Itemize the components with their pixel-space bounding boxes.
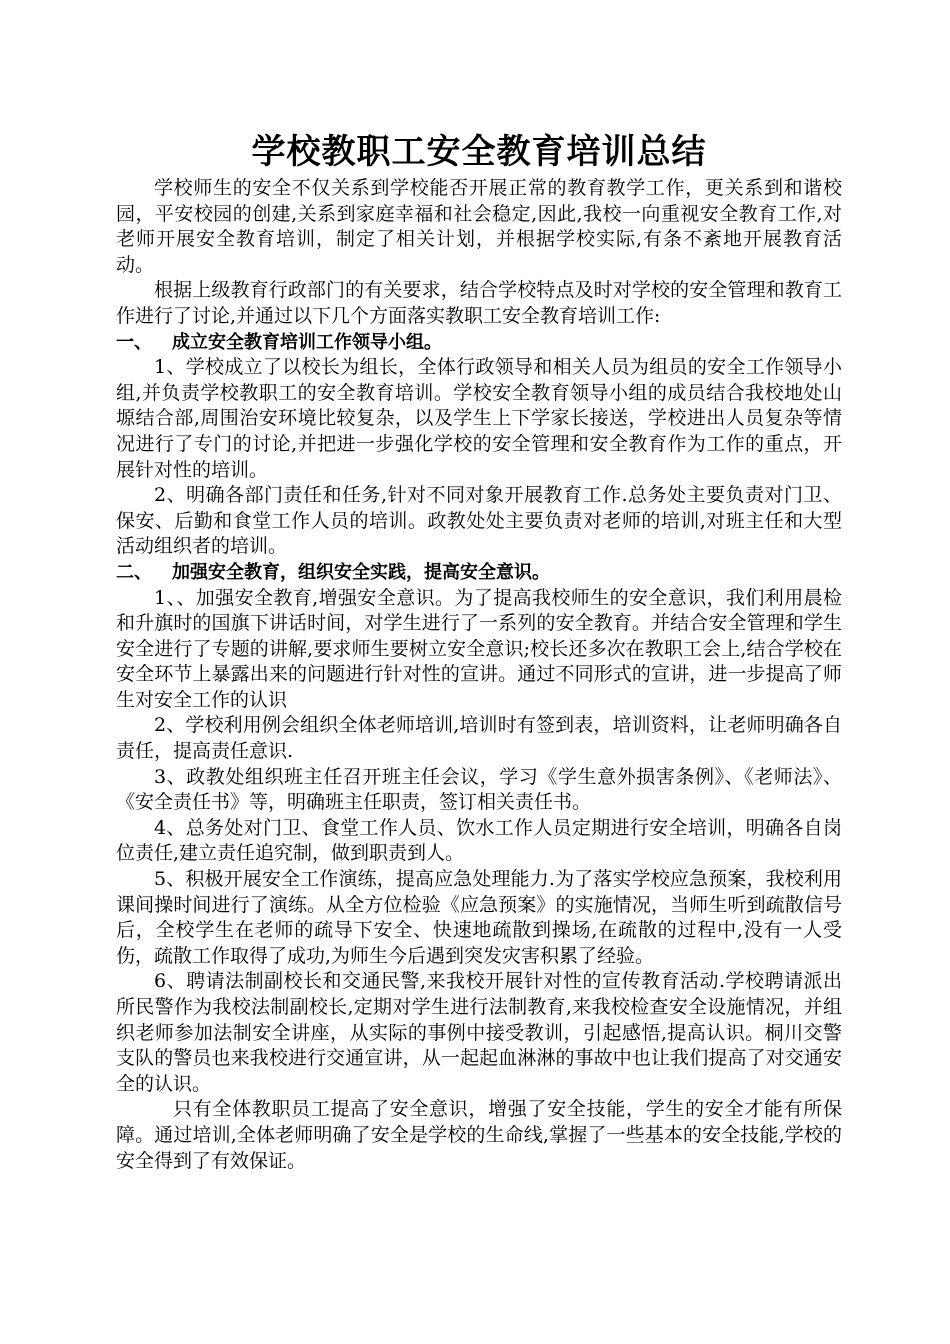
section-2-paragraph-1: 1、、加强安全教育,增强安全意识。为了提高我校师生的安全意识，我们利用晨检和升旗时的国旗下讲话时间，对学生进行了一系列的安全教育。并结合安全管理和学生安全进行了专题的讲解,要求师生要树立安全意识;校长还多次在教职工会上,结合学校在安全环节上暴露出来的问题进行针对性的宣讲。通过不同形式的宣讲，进一步提高了师生对安全工作的认识 (116, 586, 842, 711)
section-2-paragraph-3: 3、政教处组织班主任召开班主任会议，学习《学生意外损害条例》、《老师法》、《安全责任书》等，明确班主任职责，签订相关责任书。 (116, 765, 842, 814)
document-page (116, 128, 842, 1174)
section-number-2: 二、 (116, 561, 152, 583)
section-2-paragraph-5: 5、积极开展安全工作演练，提高应急处理能力.为了落实学校应急预案，我校利用课间操时间进行了演练。从全方位检验《应急预案》的实施情况，当师生听到疏散信号后，全校学生在老师的疏导下安全、快速地疏散到操场,在疏散的过程中,没有一人受伤，疏散工作取得了成功,为师生今后遇到突发灾害积累了经验。 (116, 868, 842, 967)
section-1-paragraph-1: 1、学校成立了以校长为组长，全体行政领导和相关人员为组员的安全工作领导小组,并负责学校教职工的安全教育培训。学校安全教育领导小组的成员结合我校地处山塬结合部,周围治安环境比较复杂，以及学生上下学家长接送，学校进出人员复杂等情况进行了专门的讨论,并把进一步强化学校的安全管理和安全教育作为工作的重点，开展针对性的培训。 (116, 356, 842, 481)
section-2-paragraph-4: 4、总务处对门卫、食堂工作人员、饮水工作人员定期进行安全培训，明确各自岗位责任,建立责任追究制，做到职责到人。 (116, 816, 842, 865)
section-heading-text-1: 成立安全教育培训工作领导小组。 (172, 331, 442, 353)
section-heading-1 (116, 330, 842, 356)
conclusion-paragraph: 只有全体教职员工提高了安全意识，增强了安全技能，学生的安全才能有所保障。通过培训,全体老师明确了安全是学校的生命线,掌握了一些基本的安全技能,学校的安全得到了有效保证。 (116, 1098, 842, 1172)
section-1-paragraph-2: 2、明确各部门责任和任务,针对不同对象开展教育工作.总务处主要负责对门卫、保安、后勤和食堂工作人员的培训。政教处处主要负责对老师的培训,对班主任和大型活动组织者的培训。 (116, 484, 842, 558)
section-heading-2 (116, 560, 842, 586)
section-heading-text-2: 加强安全教育，组织安全实践，提高安全意识。 (172, 561, 550, 583)
document-title: 学校教职工安全教育培训总结 (251, 132, 707, 172)
section-number-1: 一、 (116, 331, 152, 353)
intro-paragraph-2: 根据上级教育行政部门的有关要求，结合学校特点及时对学校的安全管理和教育工作进行了讨论,并通过以下几个方面落实教职工安全教育培训工作: (116, 279, 842, 327)
section-2-paragraph-2: 2、学校利用例会组织全体老师培训,培训时有签到表，培训资料，让老师明确各自责任，提高责任意识. (116, 714, 842, 763)
intro-paragraph-1: 学校师生的安全不仅关系到学校能否开展正常的教育教学工作，更关系到和谐校园，平安校园的创建,关系到家庭幸福和社会稳定,因此,我校一向重视安全教育工作,对老师开展安全教育培训，制定了相关计划，并根据学校实际,有条不紊地开展教育活动。 (116, 177, 842, 276)
section-2-paragraph-6: 6、聘请法制副校长和交通民警,来我校开展针对性的宣传教育活动.学校聘请派出所民警作为我校法制副校长,定期对学生进行法制教育,来我校检查安全设施情况，并组织老师参加法制安全讲座，从实际的事例中接受教训，引起感悟,提高认识。桐川交警支队的警员也来我校进行交通宣讲，从一起起血淋淋的事故中也让我们提高了对交通安全的认识。 (116, 970, 842, 1095)
